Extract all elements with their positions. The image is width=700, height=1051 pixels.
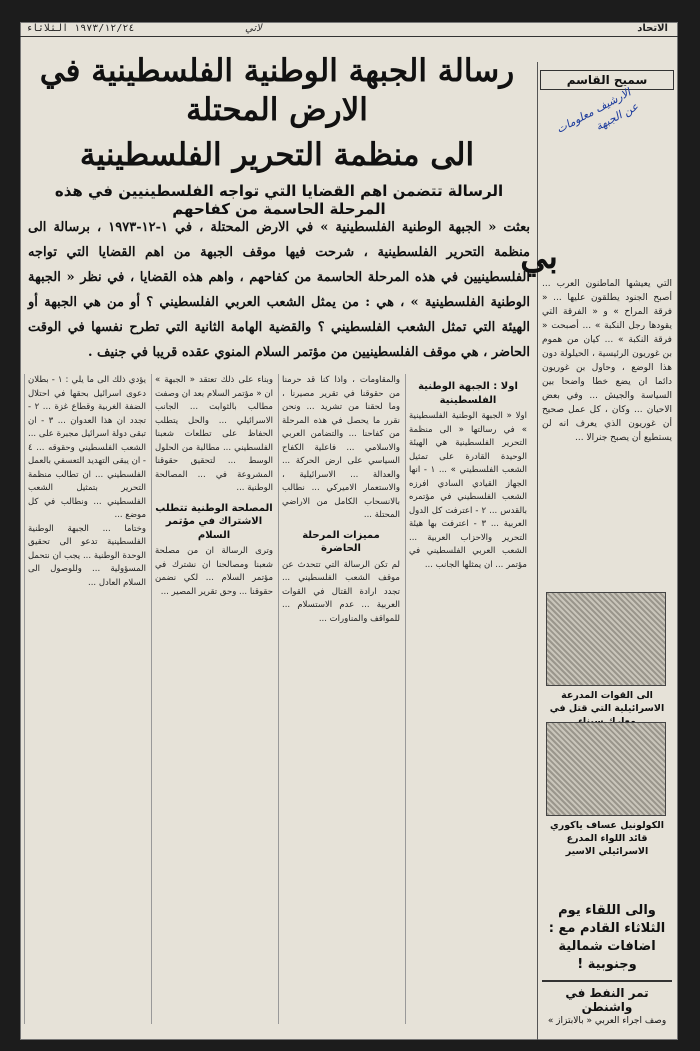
photo-tanks (546, 592, 666, 686)
oil-subheadline: وصف اجراء العربي « بالابتزاز » (547, 1016, 667, 1026)
photo-caption-1: الى القوات المدرعة الاسرائيلية التي قتل في (549, 690, 665, 714)
oil-headline: تمر النفط في واشنطن (565, 986, 649, 1014)
column-2 (278, 374, 403, 1024)
main-headline (26, 52, 528, 174)
sidebar-big-letter: بي (520, 237, 558, 277)
oil-headline-box (542, 980, 672, 1026)
sidebar-article-text: التي يعيشها الماطنون العرب ... أصبح الجنود يطلقون عليها ... « فرقة المراح » و « الفرقة التي يقودها رجل النكبة » ... أصبحت « فرقة النكبة » ... كيان من هموم بن غوريون الرئيسية ، الحيلولة دون هذا الوضع ، وحاول بن غوريون دائما ان يضع خطا واضحا بين السياسة والجيش ... وفي بعض الاحيان ... وكان ، كل عمل صحيح أن غوريون الذي يعرف انه لن يستطيع أن يصبح جنرالا ... (542, 279, 672, 443)
subheadline: الرسالة تتضمن اهم القضايا التي تواجه الفلسطينيين في هذه المرحلة الحاسمة من كفاحهم (54, 182, 504, 218)
headline-line1: رسالة الجبهة الوطنية الفلسطينية في الارض المحتلة (39, 53, 515, 128)
column-1 (405, 374, 530, 1024)
photo-caption-2: الكولونيل عساف ياكوري قائد اللواء المدرع الاسرائيلي الاسير (550, 820, 664, 857)
headline-line2: الى منظمة التحرير الفلسطينية (79, 136, 475, 173)
paper-name: الاتحاد (637, 23, 668, 34)
pencil-note: لاتي (245, 23, 262, 34)
lead-paragraph: بعثت « الجبهة الوطنية الفلسطينية » في الارض المحتلة ، في ١-١٢-١٩٧٣ ، برسالة الى منظمة التحرير الفلسطينية ، شرحت فيها موقف الجبهة من اهم القضايا التي تواجه الفلسطينيين في هذه المرحلة الحاسمة من كفاحهم ، واهم هذه القضايا ، في نظر « الجبهة الوطنية الفلسطينية » ، هي : من يمثل الشعب العربي الفلسطيني ؟ أو من هي الجبهة أو الهيئة التي تمثل الشعب الفلسطيني ؟ والقضية الهامة الثانية التي تطرح نفسها في الوقت الحاضر ، هي موقف الفلسطينيين من مؤتمر السلام المنوي عقده قريبا في جنيف . (28, 220, 530, 360)
column-2-text-2: لم تكن الرسالة التي تتحدث عن موقف الشعب الفلسطيني ... تجدد ارادة القتال في القوات العربية ... عدم الاستسلام ... للمواقف والمناورات ... (282, 559, 400, 624)
sidebar (520, 62, 678, 1040)
column-4-text-2: وختاما ... الجبهة الوطنية الفلسطينية تدعو الى تحقيق الوحدة الوطنية ... يجب ان نتحمل المسؤولية ... وللوصول الى السلام العادل ... (28, 523, 146, 588)
column-3-heading: المصلحة الوطنية تتطلب الاشتراك في مؤتمر السلام (155, 502, 273, 541)
meeting-headline: والى اللقاء يوم الثلاثاء القادم مع : اضافات شمالية وجنوبية ! (548, 903, 666, 972)
photo-colonel (546, 722, 666, 816)
masthead (20, 22, 678, 37)
column-2-heading: مميزات المرحلة الحاضرة (302, 529, 380, 554)
masthead-date: ١٩٧٣/١٢/٢٤ الثلاثاء (26, 23, 135, 34)
column-3-text: وبناء على ذلك تعتقد « الجبهة » ان « مؤتمر السلام بعد ان وصفت مطالب بالثوابت ... الجانب الاسرائيلي ... والحل يتطلب الحفاظ على تطلعات شعبنا الفلسطيني ... مطالبة من الحلول الوسط ... لتحقيق حقوقنا المشروعة في ... المصالحة الوطنية ... (155, 375, 273, 493)
author-box: سميح القاسم (540, 70, 674, 90)
handwritten-annotation: الارشيف معلومات عن الجبهة (554, 85, 641, 136)
column-3-text-2: وترى الرسالة ان من مصلحة شعبنا ومصالحنا ان نشترك في مؤتمر السلام ... لكي نضمن حقوقنا ... وحق تقرير المصير ... (155, 546, 273, 597)
column-4-text: يؤدي ذلك الى ما يلي : ١ - بطلان دعوى اسرائيل بحقها في احتلال الضفة الغربية وقطاع غزة ... ٢ - تجدد ان هذا العدوان ... ٣ - ان تبقى دولة اسرائيل مجبرة على ... الشعب الفلسطيني وحقوقه ... ٤ - ان يبقى التهديد التعسفي بالعمل الفلسطيني ... ان تطالب منظمة التحرير بتمثيل الشعب الفلسطيني ... ونطالب في كل موضع ... (28, 375, 146, 520)
column-3 (151, 374, 276, 1024)
column-4 (24, 374, 149, 1024)
body-columns (26, 374, 530, 1024)
newspaper-clipping (20, 22, 678, 1040)
column-1-heading: اولا : الجبهة الوطنية الفلسطينية (418, 381, 518, 406)
column-1-text: اولا « الجبهة الوطنية الفلسطينية » في رسالتها « الى منظمة التحرير الفلسطينية هي الهيئة الوحيدة القادرة على تمثيل الشعب الفلسطيني » ... ١ - انها الجهاز القيادي السادي افرزه الشعب الفلسطيني في مؤتمره بالقدس ... ٢ - اعترفت كل الدول العربية ... ٣ - اعترفت بها هيئة التحرير والاحزاب العربية ... الشعب العربي الفلسطيني في مؤتمر ... ان يمثلها الجانب ... (409, 411, 527, 570)
column-2-text: والمقاومات ، واذا كنا قد حرمنا من حقوقنا في تقرير مصيرنا ، وما لحقنا من تشريد ... ونحن نقرر ما يحصل في هذه المرحلة من كفاحنا ... والتضامن العربي والاسلامي ... فاعلية الكفاح السياسي على ارض الحركة ... والعدالة ... الاسرائيلية ، والاستعمار الاميركي ... نطالب بالانسحاب الكامل من الاراضي المحتلة ... (282, 375, 400, 520)
